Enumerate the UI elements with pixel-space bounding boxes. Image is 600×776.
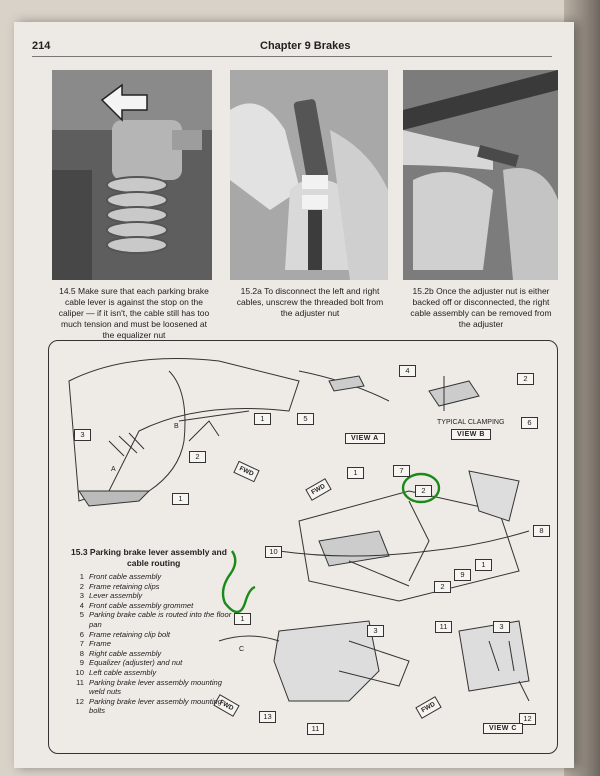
photo-caption-15-2a: 15.2a To disconnect the left and right cables, unscrew the threaded bolt from the adjuster nut (236, 286, 384, 318)
callout-7: 7 (393, 465, 410, 477)
fwd-arrow-chassis: FWD (305, 478, 331, 501)
figure-title-line1: 15.3 Parking brake lever assembly and (71, 547, 227, 557)
legend-item: 5 Parking brake cable is routed into the floor pan (79, 610, 232, 629)
callout-5: 5 (297, 413, 314, 425)
legend-item: 1 Front cable assembly (79, 572, 162, 581)
callout-8: 8 (533, 525, 550, 537)
legend-item: 3 Lever assembly (79, 591, 143, 601)
callout-3-lower: 3 (367, 625, 384, 637)
photo-caption-14-5: 14.5 Make sure that each parking brake cable lever is against the stop on the caliper — if it isn't, the cable still has too much tension and must be loosened at the equalizer nut (58, 286, 210, 340)
callout-6: 6 (521, 417, 538, 429)
figure-15-3-diagram (48, 340, 558, 754)
page-number: 214 (32, 40, 51, 52)
callout-1-chassis: 1 (347, 467, 364, 479)
legend-item: 9 Equalizer (adjuster) and nut (79, 658, 183, 668)
callout-2-left: 2 (189, 451, 206, 463)
callout-3: 3 (74, 429, 91, 441)
view-b-label: VIEW B (451, 429, 491, 440)
legend-item: 11 Parking brake lever assembly mounting weld nuts (76, 677, 222, 697)
header-rule (32, 56, 552, 57)
callout-1-lower: 1 (234, 613, 251, 625)
legend-item: 12 Parking brake lever assembly mounting bolts (75, 696, 222, 716)
fwd-arrow-viewc: FWD (415, 696, 441, 719)
callout-2-viewb: 2 (517, 373, 534, 385)
figure-legend (71, 572, 239, 716)
view-c-label: VIEW C (483, 723, 523, 734)
callout-4: 4 (399, 365, 416, 377)
photo-adjuster-nut (403, 70, 558, 280)
legend-item: 2 Frame retaining clips (79, 581, 160, 591)
figure-title-line2: cable routing (127, 558, 181, 568)
callout-12: 12 (519, 713, 536, 725)
chapter-heading: Chapter 9 Brakes (260, 40, 351, 52)
callout-11-viewc: 11 (435, 621, 452, 633)
callout-9: 9 (454, 569, 471, 581)
typical-clamping-label: TYPICAL CLAMPING (437, 419, 505, 426)
letter-a-marker: A (111, 466, 116, 473)
photo-caption-15-2b: 15.2b Once the adjuster nut is either backed off or disconnected, the right cable assembly can be removed from the adjuster (410, 286, 552, 329)
callout-1-left: 1 (172, 493, 189, 505)
legend-item: 4 Front cable assembly grommet (79, 600, 194, 610)
legend-item: 8 Right cable assembly (79, 648, 162, 658)
callout-11-lower: 11 (307, 723, 324, 735)
callout-2-circled: 2 (415, 485, 432, 497)
fwd-arrow-lower: FWD (213, 694, 239, 717)
view-a-label: VIEW A (345, 433, 385, 444)
photo-caliper-lever (52, 70, 212, 280)
letter-c-marker: C (239, 646, 245, 653)
fwd-arrow-top: FWD (233, 461, 259, 482)
callout-2-lower: 2 (434, 581, 451, 593)
letter-b-marker: B (174, 423, 179, 430)
callout-10: 10 (265, 546, 282, 558)
photo-disconnect-cables (230, 70, 388, 280)
callout-1-top: 1 (254, 413, 271, 425)
legend-item: 6 Frame retaining clip bolt (79, 629, 171, 639)
callout-1-right: 1 (475, 559, 492, 571)
legend-item: 10 Left cable assembly (75, 667, 157, 677)
callout-13: 13 (259, 711, 276, 723)
callout-3-viewc: 3 (493, 621, 510, 633)
legend-item: 7 Frame (79, 639, 111, 649)
